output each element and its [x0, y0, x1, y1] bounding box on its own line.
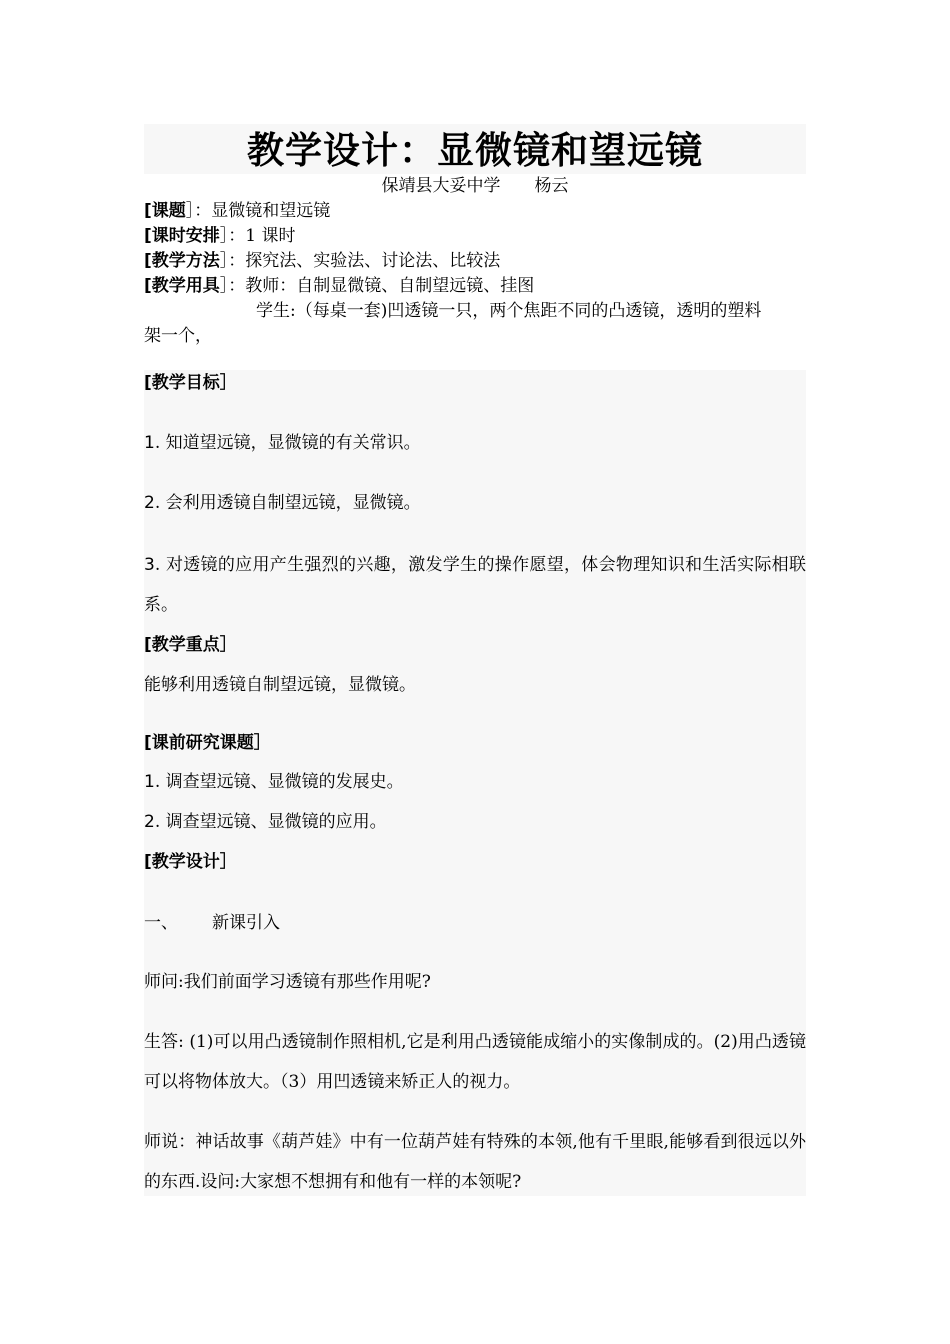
teacher-statement: 师说：神话故事《葫芦娃》中有一位葫芦娃有特殊的本领,他有千里眼,能够看到很远以外的东西.设问:大家想不想拥有和他有一样的本领呢? — [144, 1132, 806, 1192]
hours-value: 1 课时 — [245, 226, 296, 246]
topic-line — [144, 199, 330, 223]
goal-text: . 知道望远镜，显微镜的有关常识。 — [154, 433, 421, 453]
research-item-1 — [144, 770, 404, 794]
author-line — [144, 174, 806, 198]
hours-line — [144, 224, 296, 248]
research-heading: [课前研究课题］ — [144, 733, 271, 753]
method-sep: ］： — [219, 251, 246, 271]
goal-item-1 — [144, 431, 421, 455]
method-value: 探究法、实验法、讨论法、比较法 — [245, 251, 501, 271]
topic-sep: ］： — [185, 201, 212, 221]
goal-number: 3 — [144, 555, 155, 575]
research-number: 1 — [144, 772, 155, 792]
hours-sep: ］： — [219, 226, 246, 246]
method-label: [教学方法 — [144, 251, 220, 271]
goal-text: . 对透镜的应用产生强烈的兴趣，激发学生的操作愿望，体会物理知识和生活实际相联系。 — [144, 555, 806, 615]
method-line — [144, 249, 500, 273]
goal-item-2 — [144, 491, 421, 515]
students-line-1: 学生:（每桌一套)凹透镜一只，两个焦距不同的凸透镜，透明的塑料 — [256, 301, 762, 321]
research-text: . 调查望远镜、显微镜的发展史。 — [154, 772, 404, 792]
tools-value: 教师：自制显微镜、自制望远镜、挂图 — [245, 276, 535, 296]
topic-label: [课题 — [144, 201, 186, 221]
design-heading: [教学设计］ — [144, 852, 237, 872]
tools-label: [教学用具 — [144, 276, 220, 296]
school-name: 保靖县大妥中学 — [381, 176, 501, 196]
section-1-heading — [144, 911, 280, 935]
page-title: 教学设计：显微镜和望远镜 — [247, 128, 703, 172]
focus-text: 能够利用透镜自制望远镜，显微镜。 — [144, 675, 416, 695]
section-title: 新课引入 — [212, 913, 280, 933]
student-answer: 生答: (1)可以用凸透镜制作照相机,它是利用凸透镜能成缩小的实像制成的。(2)用凸透镜可以将物体放大。（3）用凹透镜来矫正人的视力。 — [144, 1032, 806, 1092]
students-line-2: 架一个， — [144, 326, 212, 346]
tools-line — [144, 274, 534, 298]
topic-value: 显微镜和望远镜 — [211, 201, 331, 221]
author-name: 杨云 — [534, 176, 569, 196]
section-number: 一、 — [144, 913, 178, 933]
goal-number: 2 — [144, 493, 155, 513]
research-number: 2 — [144, 812, 155, 832]
research-text: . 调查望远镜、显微镜的应用。 — [154, 812, 387, 832]
goal-text: . 会利用透镜自制望远镜，显微镜。 — [154, 493, 421, 513]
research-item-2 — [144, 810, 387, 834]
focus-heading: [教学重点］ — [144, 635, 237, 655]
hours-label: [课时安排 — [144, 226, 220, 246]
goals-heading: [教学目标］ — [144, 373, 237, 393]
teacher-question: 师问:我们前面学习透镜有那些作用呢? — [144, 972, 431, 992]
goal-number: 1 — [144, 433, 155, 453]
tools-sep: ］： — [219, 276, 246, 296]
goal-item-3 — [144, 545, 806, 625]
